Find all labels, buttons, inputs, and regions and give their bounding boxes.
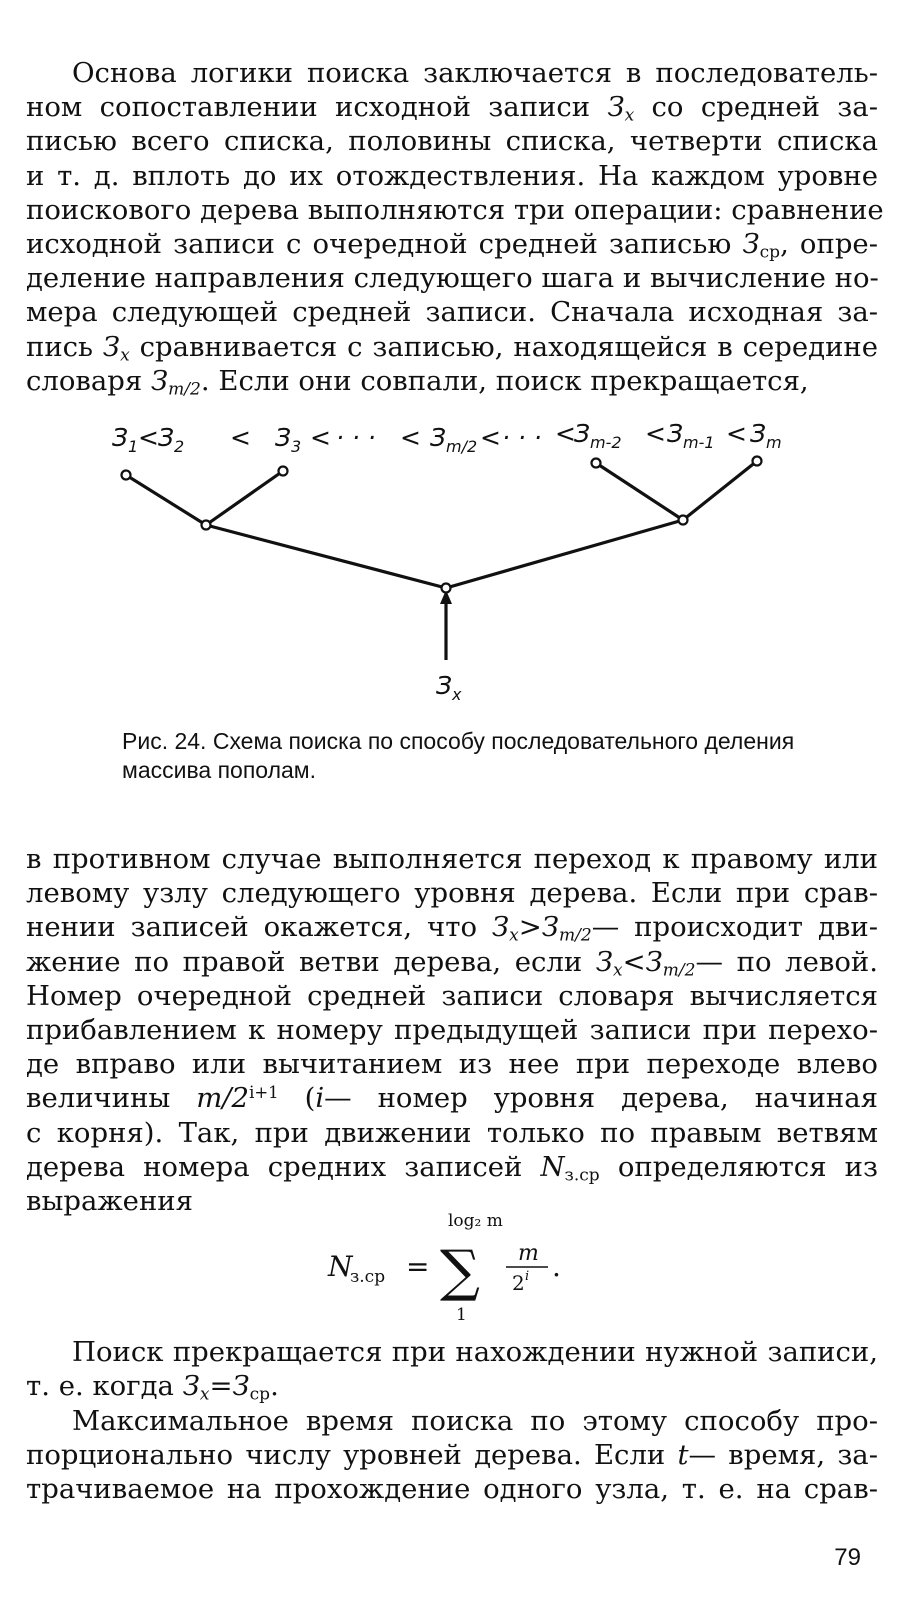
formula-lhs: N (328, 1250, 353, 1283)
formula-denominator-exp: i (525, 1269, 530, 1284)
paragraph-1 (26, 56, 884, 400)
tree-edge (683, 461, 757, 520)
leaf-label-3: $З_3$ (275, 423, 302, 456)
tree-node (592, 459, 601, 468)
text-line: величины $m/2^{i+1}$ (i— номер уровня дерева, начиная (26, 1082, 879, 1115)
text-line: писью всего списка, половины списка, четверти списка (26, 125, 878, 158)
text-line: деление направления следующего шага и вычисление но- (26, 262, 879, 295)
tree-edge (126, 475, 206, 525)
text-line: поискового дерева выполняются три операции: сравнение (26, 193, 884, 226)
text-line: словаря $З_{m/2}$. Если они совпали, поиск прекращается, (26, 364, 809, 400)
text-line: Максимальное время поиска по этому способу про- (72, 1405, 878, 1437)
tree-node (679, 516, 688, 525)
text-line: и т. д. вплоть до их отождествления. На каждом уровне (26, 159, 878, 192)
tree-edge (206, 525, 446, 588)
leaf-label-m-2: $З_{m-2}$ (574, 419, 622, 452)
paragraph-3 (26, 1335, 878, 1403)
tree-edges (126, 461, 757, 660)
lt-sign: < (400, 423, 421, 452)
figure-caption: Рис. 24. Схема поиска по способу последовательного деления массива пополам. (122, 728, 795, 783)
text-line: пись $З_x$ сравнивается с записью, находящейся в середине (26, 330, 879, 365)
text-line: жение по правой ветви дерева, если $З_x<З_{m/2}—$ по левой. (26, 945, 878, 980)
formula-denominator: 2 (512, 1271, 525, 1295)
text-line: мера следующей средней записи. Сначала исходная за- (26, 296, 878, 329)
search-tree-figure (100, 402, 800, 712)
text-line: Основа логики поиска заключается в последователь- (72, 57, 878, 89)
text-line: в противном случае выполняется переход к правому или (26, 843, 878, 875)
paragraph-2 (26, 842, 878, 1218)
lt-sign: < (645, 419, 666, 448)
tree-node (279, 467, 288, 476)
formula-end: . (552, 1250, 561, 1283)
text-line: порционально числу уровней дерева. Если t— время, за- (26, 1439, 878, 1472)
text-line: прибавлением к номеру предыдущей записи при перехо- (26, 1014, 878, 1047)
formula-eq: = (406, 1250, 430, 1283)
tree-root-node (442, 584, 451, 593)
sum-formula (320, 1210, 600, 1325)
search-tree-diagram (100, 402, 800, 712)
sum-formula-svg (320, 1210, 600, 1325)
leaf-label-1: $З_1$ (112, 423, 139, 456)
formula-upper-limit: log₂ m (448, 1211, 503, 1231)
formula-numerator: m (518, 1241, 539, 1266)
text-line: исходной записи с очередной средней записью $З_{ср}$, опре- (26, 228, 878, 263)
text-line: Поиск прекращается при нахождении нужной записи, (72, 1336, 878, 1368)
tree-node (753, 457, 762, 466)
text-line: т. е. когда $З_x=З_{ср}$. (26, 1370, 279, 1405)
tree-node (202, 521, 211, 530)
tree-edge (206, 471, 283, 525)
ellipsis: · · · (336, 423, 376, 452)
lt-sign: < (230, 423, 251, 452)
text-line: выражения (26, 1185, 193, 1218)
tree-edge (596, 463, 683, 520)
text-line: левому узлу следующего уровня дерева. Если при срав- (26, 877, 878, 910)
mid-label: $З_{m/2}$ (430, 423, 478, 456)
formula-lhs-sub: з.ср (350, 1267, 386, 1287)
text-line: с корня). Так, при движении только по правым ветвям (26, 1116, 878, 1149)
text-line: де вправо или вычитанием из нее при переходе влево (26, 1048, 878, 1081)
text-line: трачиваемое на прохождение одного узла, т. е. на срав- (26, 1473, 878, 1506)
tree-edge (446, 520, 683, 588)
page-number: 79 (834, 1544, 861, 1571)
tree-node (122, 471, 131, 480)
text-line: нении записей окажется, что $З_x>З_{m/2}—$ происходит дви- (26, 911, 878, 946)
text-line: Номер очередной средней записи словаря вычисляется (26, 979, 878, 1012)
formula-sigma: ∑ (440, 1239, 480, 1304)
leaf-label-m: $З_m$ (750, 419, 782, 452)
lt-sign: < (555, 419, 576, 448)
text-line: дерева номера средних записей $N_{з.ср}$ определяются из (26, 1150, 878, 1186)
paragraph-4 (26, 1404, 878, 1507)
text-line: ном сопоставлении исходной записи $З_x$ со средней за- (26, 91, 878, 126)
lt-sign: < (726, 419, 747, 448)
leaf-label-m-1: $З_{m-1}$ (667, 419, 715, 452)
ellipsis: · · · (502, 423, 542, 452)
lt-sign: < (480, 423, 501, 452)
leaf-label-2: $З_2$ (158, 423, 185, 456)
root-input-label: $З_x$ (436, 671, 462, 704)
formula-lower-limit: 1 (456, 1305, 467, 1325)
lt-sign: < (310, 423, 331, 452)
lt-sign: < (138, 423, 159, 452)
